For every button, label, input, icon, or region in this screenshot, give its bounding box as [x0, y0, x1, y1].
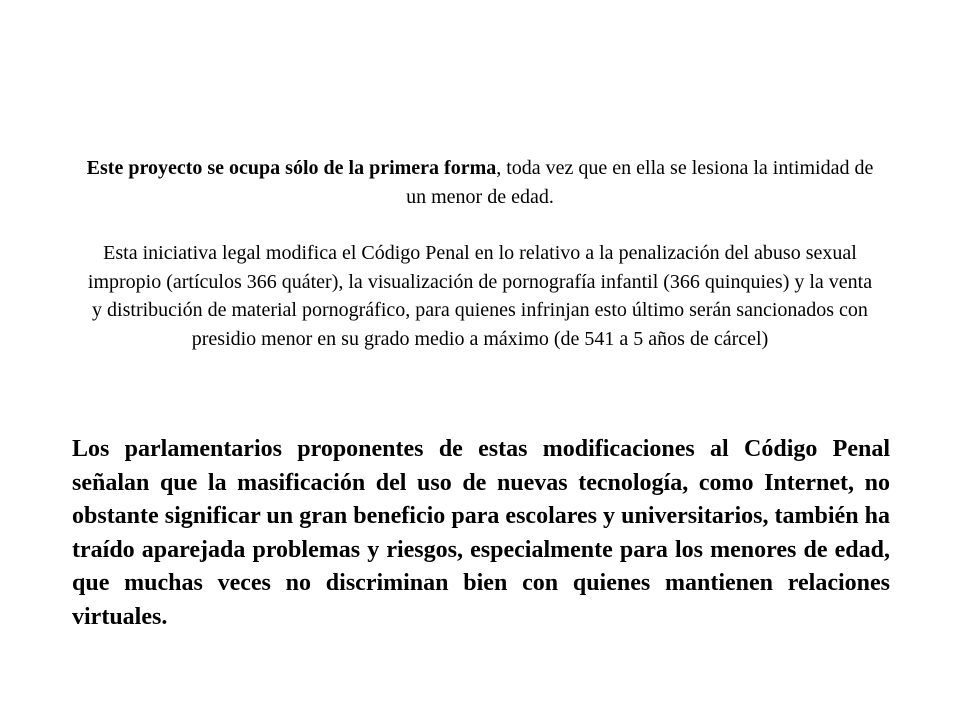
intro-paragraph: [86, 154, 874, 211]
upper-text-block: [86, 154, 874, 354]
intro-rest: , toda vez que en ella se lesiona la intimidad de un menor de edad.: [406, 157, 874, 208]
initiative-paragraph: Esta iniciativa legal modifica el Código Penal en lo relativo a la penalización del abuso sexual impropio (artículos 366 quáter), la visualización de pornografía infantil (366 quinquies) y la venta y distribución de material pornográfico, para quienes infrinjan esto último serán sancionados con presidio menor en su grado medio a máximo (de 541 a 5 años de cárcel): [87, 242, 873, 350]
intro-bold-lead: Este proyecto se ocupa sólo de la primera forma: [86, 157, 497, 179]
parliamentarians-paragraph: Los parlamentarios proponentes de estas modificaciones al Código Penal señalan que la masificación del uso de nuevas tecnología, como Internet, no obstante significar un gran beneficio para escolares y universitarios, también ha traído aparejada problemas y riesgos, especialmente para los menores de edad, que muchas veces no discriminan bien con quienes mantienen relaciones virtuales.: [72, 436, 890, 630]
lower-text-block: [72, 433, 890, 635]
paragraph-gap: [86, 211, 874, 239]
